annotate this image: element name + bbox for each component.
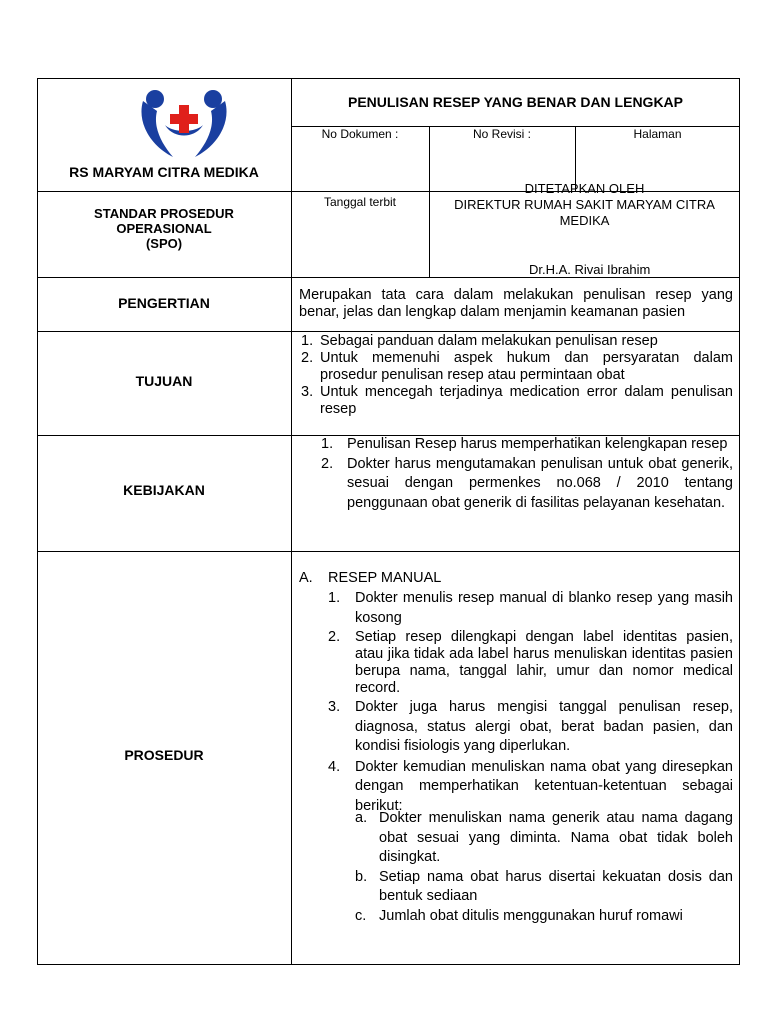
list-item-text: Dokter juga harus mengisi tanggal penulisan resep, diagnosa, status alergi obat, berat badan pasien, dan kondisi fisiologis yang diperlukan. xyxy=(355,699,733,754)
tujuan-list xyxy=(301,333,733,418)
list-item-number: 2. xyxy=(321,455,334,472)
document-title: PENULISAN RESEP YANG BENAR DAN LENGKAP xyxy=(347,94,684,110)
tujuan-label: TUJUAN xyxy=(135,373,193,389)
list-item-number: 2. xyxy=(301,350,314,366)
hospital-logo-icon xyxy=(135,87,233,163)
list-item-text: Dokter menuliskan nama generik atau nama dagang obat sesuai yang diminta. Nama obat tidak boleh disingkat. xyxy=(379,810,733,865)
list-item xyxy=(301,384,733,418)
list-item-number: 3. xyxy=(328,699,341,715)
tanggal-terbit-label: Tanggal terbit xyxy=(323,195,397,209)
prosedur-list xyxy=(328,589,733,816)
list-item-text: Dokter harus mengutamakan penulisan untuk obat generik, sesuai dengan permenkes no.068 / 2010 tentang penggunaan obat generik di fasilitas pelayanan kesehatan. xyxy=(347,455,733,511)
ditetapkan-block xyxy=(429,181,740,229)
list-item-text: Jumlah obat ditulis menggunakan huruf romawi xyxy=(379,907,683,924)
list-item-text: Setiap resep dilengkapi dengan label identitas pasien, atau jika tidak ada label harus menuliskan identitas pasien berupa nama, tanggal lahir, umur dan nomor medical record. xyxy=(355,629,733,696)
list-item-text: Dokter kemudian menuliskan nama obat yang diresepkan dengan memperhatikan ketentuan-ketentuan sebagai berikut: xyxy=(355,758,733,814)
list-item-number: c. xyxy=(355,907,367,924)
list-item-number: 3. xyxy=(301,384,314,400)
list-item xyxy=(328,629,733,697)
no-revisi-label: No Revisi : xyxy=(472,127,531,141)
column-divider xyxy=(291,78,292,965)
signatory-name: Dr.H.A. Rivai Ibrahim xyxy=(529,262,651,277)
logo-cross-horizontal xyxy=(170,114,198,124)
list-item-text: Setiap nama obat harus disertai kekuatan dosis dan bentuk sediaan xyxy=(379,868,733,904)
kebijakan-list xyxy=(321,435,733,513)
pengertian-label: PENGERTIAN xyxy=(118,295,210,311)
kebijakan-label: KEBIJAKAN xyxy=(123,482,205,498)
spo-document xyxy=(37,78,740,965)
list-item-number: a. xyxy=(355,810,368,826)
pengertian-text: Merupakan tata cara dalam melakukan penulisan resep yang benar, jelas dan lengkap dalam menjamin keamanan pasien xyxy=(299,287,733,320)
list-item xyxy=(321,435,733,455)
prosedur-label: PROSEDUR xyxy=(124,747,204,763)
spo-label xyxy=(37,206,291,251)
list-item-number: 1. xyxy=(328,590,341,606)
prosedur-heading xyxy=(299,570,733,586)
list-item xyxy=(321,455,733,514)
spo-line-3: (SPO) xyxy=(145,236,183,251)
list-item xyxy=(301,350,733,384)
list-item xyxy=(328,758,733,817)
logo-right-head xyxy=(204,90,222,108)
list-item-text: Untuk memenuhi aspek hukum dan persyaratan dalam prosedur penulisan resep atau permintaan obat xyxy=(320,350,733,383)
list-item xyxy=(355,907,733,927)
hospital-name: RS MARYAM CITRA MEDIKA xyxy=(69,164,259,180)
no-dokumen-label: No Dokumen : xyxy=(321,127,399,141)
halaman-label: Halaman xyxy=(633,127,682,141)
list-item-text: Untuk mencegah terjadinya medication error dalam penulisan resep xyxy=(320,384,733,417)
list-item xyxy=(328,589,733,628)
ditetapkan-line-1: DITETAPKAN OLEH xyxy=(524,181,645,196)
spo-line-1: STANDAR PROSEDUR xyxy=(94,206,234,221)
list-item-number: 4. xyxy=(328,758,341,775)
row-divider-prosedur xyxy=(37,551,740,552)
list-item xyxy=(355,809,733,868)
list-item-number: 1. xyxy=(321,436,334,452)
row-divider-pengertian xyxy=(37,277,740,278)
list-item-number: 2. xyxy=(328,629,341,645)
list-item-text: Penulisan Resep harus memperhatikan kelengkapan resep xyxy=(347,436,728,452)
list-item-number: b. xyxy=(355,868,368,885)
row-divider-tujuan xyxy=(37,331,740,332)
list-item xyxy=(355,868,733,907)
list-item xyxy=(301,333,733,350)
prosedur-sublist xyxy=(355,809,733,926)
spo-line-2: OPERASIONAL xyxy=(116,221,212,236)
list-item-text: Sebagai panduan dalam melakukan penulisan resep xyxy=(320,333,658,349)
list-item xyxy=(328,698,733,757)
logo-left-head xyxy=(146,90,164,108)
prosedur-heading-letter: A. xyxy=(299,570,313,586)
ditetapkan-line-2: DIREKTUR RUMAH SAKIT MARYAM CITRA xyxy=(454,197,715,212)
ditetapkan-line-3: MEDIKA xyxy=(559,213,610,228)
list-item-number: 1. xyxy=(301,333,314,349)
list-item-text: Dokter menulis resep manual di blanko resep yang masih kosong xyxy=(355,590,733,626)
prosedur-heading-text: RESEP MANUAL xyxy=(328,570,442,586)
